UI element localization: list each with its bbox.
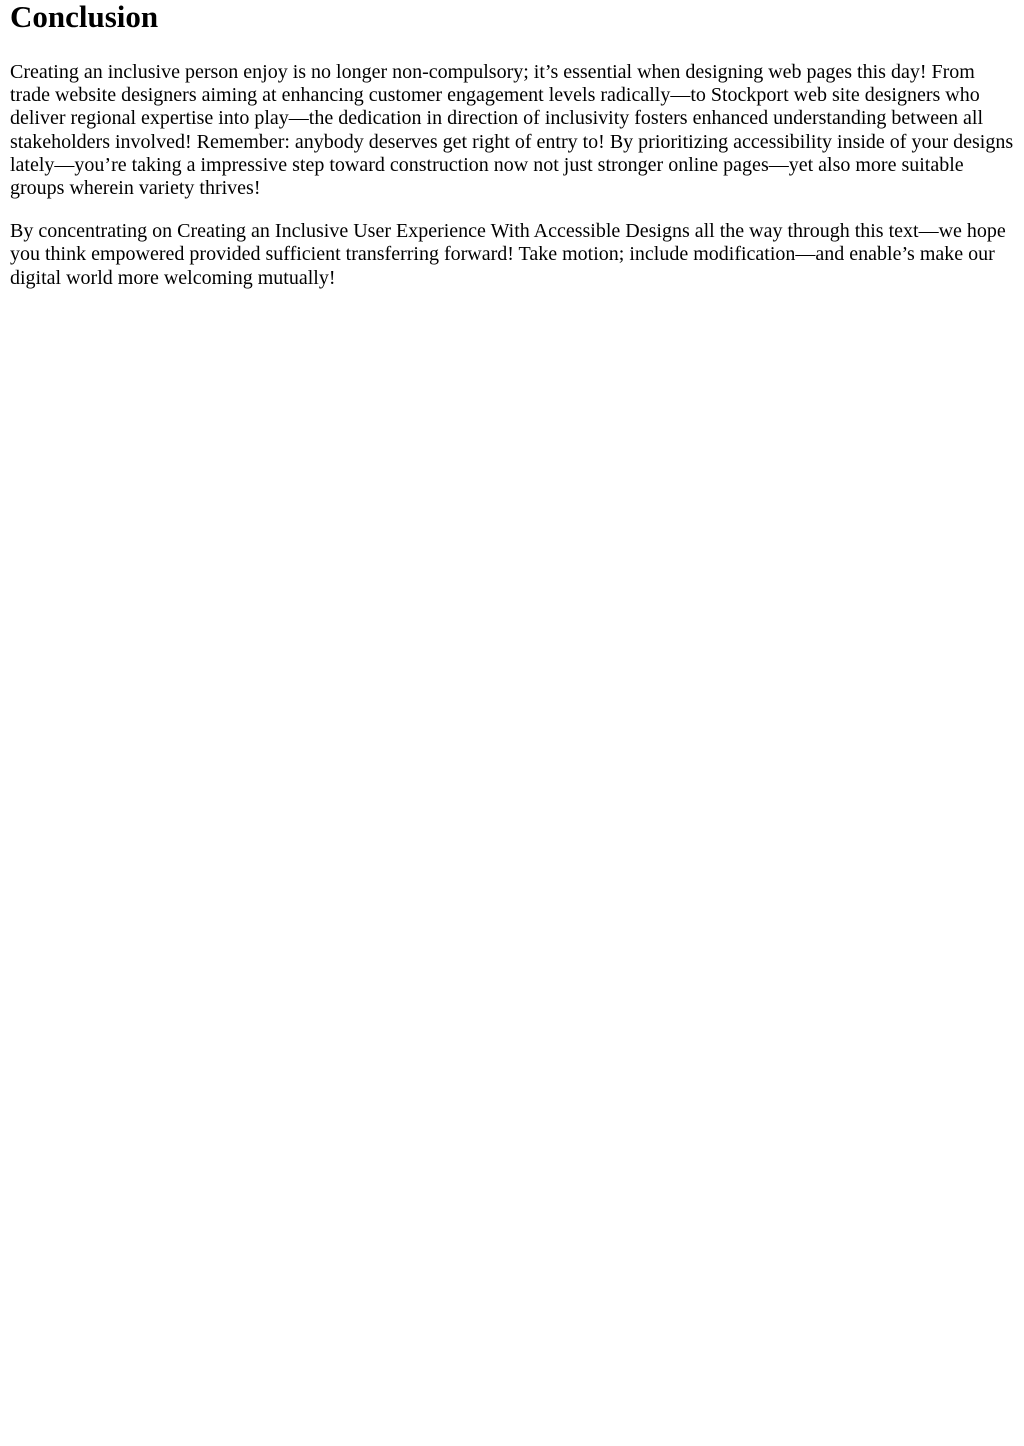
paragraph-2: By concentrating on Creating an Inclusive User Experience With Accessible Designs all the way through this text—we hope you think empowered provided sufficient transferring forward! Take motion; include modification—and enable’s make our digital world more welcoming mutually!: [10, 220, 1006, 289]
paragraph-1: Creating an inclusive person enjoy is no longer non-compulsory; it’s essential when designing web pages this day! From trade website designers aiming at enhancing customer engagement levels radically—to Stockport web site designers who deliver regional expertise into play—the dedication in direction of inclusivity fosters enhanced understanding between all stakeholders involved! Remember: anybody deserves get right of entry to! By prioritizing accessibility inside of your designs lately—you’re taking a impressive step toward construction now not just stronger online pages—yet also more suitable groups wherein variety thrives!: [10, 61, 1014, 200]
article-body: [0, 0, 1024, 290]
section-heading: Conclusion: [10, 0, 159, 34]
